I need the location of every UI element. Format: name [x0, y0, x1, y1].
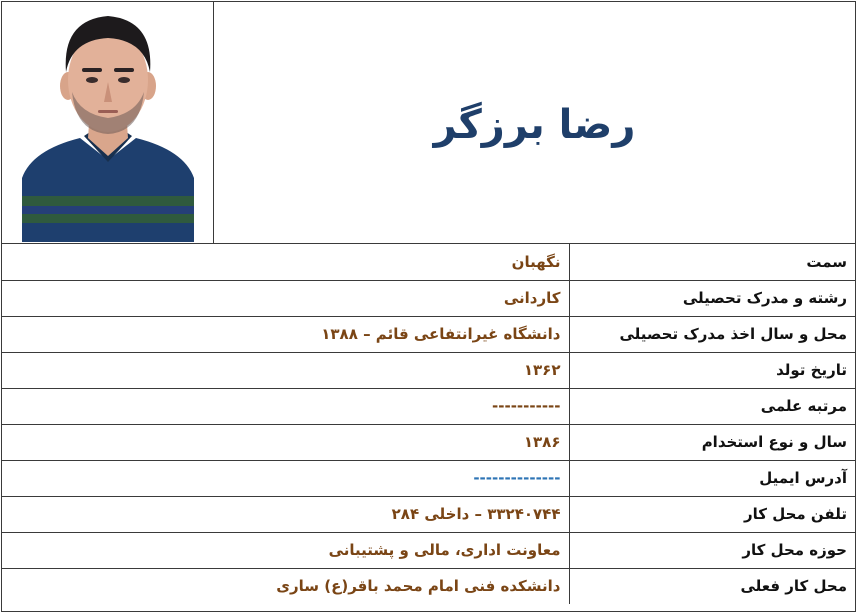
table-row [2, 244, 855, 280]
table-row [2, 424, 855, 460]
table-row [2, 388, 855, 424]
row-value: نگهبان [2, 244, 569, 280]
info-table [2, 244, 855, 604]
row-value: ۳۳۲۴۰۷۴۴ – داخلی ۲۸۴ [2, 496, 569, 532]
photo-cell [2, 2, 214, 243]
row-value: دانشکده فنی امام محمد باقر(ع) ساری [2, 568, 569, 604]
row-value: ۱۳۶۲ [2, 352, 569, 388]
row-label: تاریخ تولد [569, 352, 855, 388]
row-label: رشته و مدرک تحصیلی [569, 280, 855, 316]
row-label: مرتبه علمی [569, 388, 855, 424]
table-row [2, 352, 855, 388]
row-value: معاونت اداری، مالی و پشتیبانی [2, 532, 569, 568]
person-name: رضا برزگر [433, 102, 636, 148]
row-label: سمت [569, 244, 855, 280]
profile-card [1, 1, 856, 612]
row-label: محل کار فعلی [569, 568, 855, 604]
portrait-photo-icon [22, 10, 194, 242]
table-row [2, 532, 855, 568]
row-label: آدرس ایمیل [569, 460, 855, 496]
row-label: تلفن محل کار [569, 496, 855, 532]
row-value: دانشگاه غیرانتفاعی قائم – ۱۳۸۸ [2, 316, 569, 352]
row-value: کاردانی [2, 280, 569, 316]
table-row [2, 460, 855, 496]
row-value: ----------- [2, 388, 569, 424]
profile-header [2, 2, 855, 244]
row-label: سال و نوع استخدام [569, 424, 855, 460]
row-label: محل و سال اخذ مدرک تحصیلی [569, 316, 855, 352]
email-value: -------------- [2, 460, 569, 496]
table-row [2, 280, 855, 316]
row-value: ۱۳۸۶ [2, 424, 569, 460]
row-label: حوزه محل کار [569, 532, 855, 568]
table-row [2, 568, 855, 604]
table-row [2, 496, 855, 532]
table-row [2, 316, 855, 352]
